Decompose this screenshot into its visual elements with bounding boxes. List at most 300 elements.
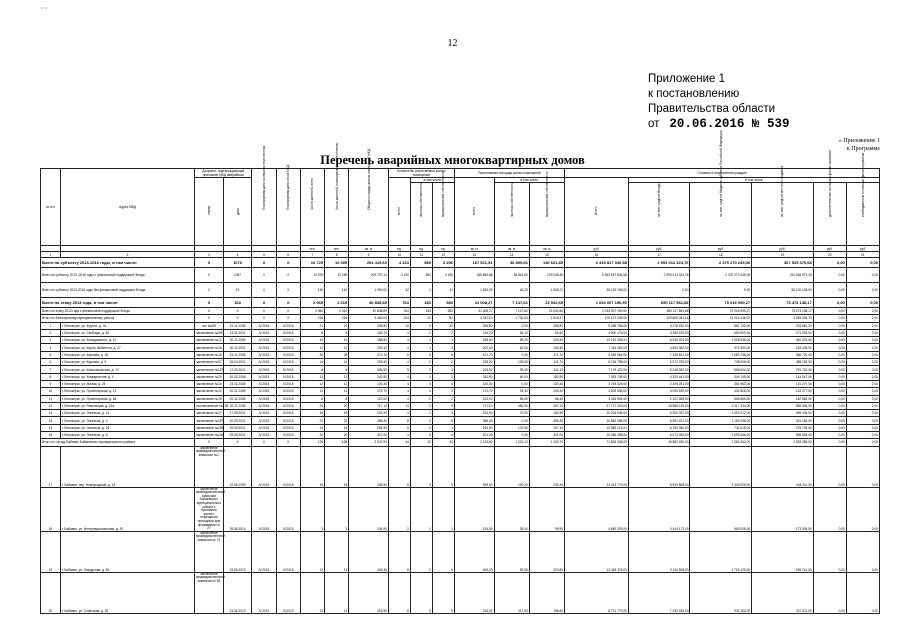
table-cell: 35,00 bbox=[494, 487, 529, 531]
header-people-count: Число жителей, всего bbox=[300, 169, 324, 246]
table-cell: 556 506,00 bbox=[752, 402, 814, 409]
table-cell: заключение №157 bbox=[196, 367, 224, 372]
table-cell: 18 588 129,00 bbox=[628, 402, 690, 409]
appendix-date: 20.06.2016 № 539 bbox=[669, 117, 790, 131]
table-cell: 717,10 bbox=[454, 402, 494, 409]
table-cell: 122,00 bbox=[454, 395, 494, 402]
table-cell: Итого по городу Бабаево Бабаевского муниципального района bbox=[41, 439, 195, 446]
table-cell: 1 bbox=[410, 337, 432, 344]
table-cell: 104 bbox=[388, 315, 410, 322]
table-cell: 10 389 215,00 bbox=[565, 424, 629, 431]
table-row bbox=[41, 344, 880, 351]
table-cell: 381 963,00 bbox=[690, 380, 752, 387]
table-cell: 2 947,90 bbox=[349, 439, 389, 446]
column-number-cell: 18 bbox=[690, 252, 752, 258]
table-cell: 36 844,50 bbox=[494, 268, 529, 283]
table-cell: 34 bbox=[432, 439, 454, 446]
table-cell: 19 bbox=[300, 410, 324, 417]
table-cell: 1 bbox=[432, 487, 454, 531]
table-cell: 3 483 034,73 bbox=[752, 315, 814, 322]
table-row bbox=[41, 337, 880, 344]
table-cell: X bbox=[195, 308, 224, 315]
table-cell: г. Белозерск, ул. Карла Либкнехта, д. 27 bbox=[60, 344, 194, 351]
table-cell: 73 473 138,17 bbox=[752, 298, 814, 308]
table-cell: 0,00 bbox=[846, 424, 879, 431]
table-cell: 9 bbox=[432, 402, 454, 409]
table-cell: 8 bbox=[325, 395, 349, 402]
column-number-cell: 10 bbox=[388, 252, 410, 258]
table-cell: 8 bbox=[388, 446, 410, 487]
table-cell: 167 521,51 bbox=[454, 258, 494, 268]
table-cell: 7 053 708,00 bbox=[565, 373, 629, 380]
table-cell: постановление №128 bbox=[196, 404, 229, 408]
table-cell: 0,00 bbox=[813, 439, 846, 446]
table-cell: 932 153,00 bbox=[690, 572, 752, 613]
table-cell: 440 076,00 bbox=[752, 337, 814, 344]
table-cell: г. Белозерск, ул. Комсомольская, д. 17 bbox=[60, 366, 194, 373]
table-cell: 188,60 bbox=[454, 337, 494, 344]
table-cell: 2 bbox=[410, 366, 432, 373]
table-cell: X bbox=[252, 283, 276, 298]
table-cell: заключение №12 bbox=[196, 338, 222, 343]
table-cell: Всего по этапу 2013 года с финансовой поддержкой Фонда bbox=[41, 308, 195, 315]
table-cell: 2 417 334,00 bbox=[690, 402, 752, 409]
table-cell: 14 bbox=[300, 424, 324, 431]
table-cell: IV.2015 bbox=[276, 417, 300, 424]
table-cell: заключение №146 bbox=[196, 433, 224, 438]
table-cell: 20 bbox=[325, 432, 349, 439]
table-cell: 2 133,80 bbox=[454, 439, 494, 446]
unit-cell: ед. bbox=[432, 246, 454, 252]
table-cell: 12 bbox=[41, 402, 61, 409]
table-cell: IV.2015 bbox=[252, 410, 276, 417]
table-cell: 5 bbox=[388, 366, 410, 373]
table-cell: 73 473 138,17 bbox=[752, 308, 814, 315]
table-cell: 165 890,88 bbox=[454, 268, 494, 283]
table-cell: 881 743,00 bbox=[690, 322, 752, 329]
table-cell: 0 bbox=[410, 432, 432, 439]
table-cell: 14 bbox=[325, 424, 349, 431]
table-cell: 0,00 bbox=[813, 388, 846, 395]
table-cell: 4 bbox=[388, 380, 410, 387]
table-cell: 764 bbox=[388, 308, 410, 315]
table-cell: 7 147,62 bbox=[494, 308, 529, 315]
table-cell: 1 bbox=[41, 322, 61, 329]
table-cell: 4 bbox=[388, 432, 410, 439]
table-cell: Всего по субъекту 2013-2016 годы, в том числе: bbox=[41, 258, 195, 268]
table-cell: г. Бабаево, ул. Интернациональная, д. 39 bbox=[60, 487, 194, 531]
table-cell: 70,00 bbox=[494, 410, 529, 417]
table-cell: 8 bbox=[388, 351, 410, 358]
table-cell: IV.2015 bbox=[252, 366, 276, 373]
table-cell: 0,00 bbox=[846, 283, 879, 298]
table-cell: 117,90 bbox=[494, 572, 529, 613]
table-cell: 6 439 817 940,58 bbox=[565, 258, 629, 268]
table-cell: 2 bbox=[410, 329, 432, 336]
table-cell: 55,60 bbox=[494, 395, 529, 402]
table-cell: 12 bbox=[300, 531, 324, 572]
header-row-1 bbox=[41, 169, 880, 178]
header-cost-region: за счет средств бюджета субъекта Российской Федерации bbox=[690, 183, 752, 246]
table-cell: 0 bbox=[410, 380, 432, 387]
table-cell: 20.11.2008 bbox=[223, 402, 252, 409]
table-cell: 8 bbox=[300, 366, 324, 373]
table-cell: 11 bbox=[300, 344, 324, 351]
table-cell: 10 860 086,00 bbox=[565, 417, 629, 424]
table-cell: IV.2015 bbox=[276, 410, 300, 417]
table-cell: 0,00 bbox=[690, 283, 752, 298]
table-cell: 3 bbox=[410, 446, 432, 487]
table-cell: 0,00 bbox=[813, 298, 846, 308]
unit-cell: руб. bbox=[628, 246, 690, 252]
table-cell: 120,30 bbox=[529, 380, 564, 387]
table-cell: 146 bbox=[300, 283, 324, 298]
table-cell: IV.2015 bbox=[252, 373, 276, 380]
table-cell: 183 bbox=[410, 298, 432, 308]
table-cell: 0,00 bbox=[846, 572, 879, 613]
table-cell: 22.05.2009 bbox=[223, 446, 252, 487]
table-cell: 144 047,00 bbox=[752, 373, 814, 380]
table-cell: 176 107 005,00 bbox=[565, 315, 629, 322]
table-cell: 2 bbox=[432, 329, 454, 336]
table-cell: 3 bbox=[410, 572, 432, 613]
table-cell: 70 016 090,27 bbox=[690, 308, 752, 315]
unit-cell: руб. bbox=[690, 246, 752, 252]
table-cell: 92,40 bbox=[494, 366, 529, 373]
table-cell: 12 bbox=[300, 380, 324, 387]
table-cell: 10 bbox=[432, 322, 454, 329]
table-cell: 120,30 bbox=[454, 380, 494, 387]
table-cell: 4 609 506,00 bbox=[565, 388, 629, 395]
table-cell: 267,10 bbox=[529, 402, 564, 409]
table-cell: г. Белозерск, ул. Коммунистов, д. 4 bbox=[60, 373, 194, 380]
table-cell: X bbox=[223, 439, 252, 446]
table-cell: 13 bbox=[41, 410, 61, 417]
table-cell: 0,00 bbox=[846, 322, 879, 329]
table-cell: 294,90 bbox=[349, 424, 389, 431]
table-cell: 8 bbox=[325, 329, 349, 336]
header-cost-total: Всего bbox=[565, 178, 629, 246]
table-cell: 122,00 bbox=[349, 395, 389, 402]
table-cell: 56 120 105,00 bbox=[752, 283, 814, 298]
table-cell: 100,20 bbox=[494, 446, 529, 487]
table-cell: 8 bbox=[41, 373, 61, 380]
table-cell: IV.2015 bbox=[276, 388, 300, 395]
table-cell: 2 205 251,00 bbox=[628, 380, 690, 387]
table-cell: 4 bbox=[388, 395, 410, 402]
table-cell: IV.2015 bbox=[252, 417, 276, 424]
table-cell: Всего по этапу 2013 года, в том числе: bbox=[41, 298, 195, 308]
table-cell: 143,30 bbox=[529, 388, 564, 395]
table-cell: 19 bbox=[41, 531, 61, 572]
table-cell: 20.09.2011 bbox=[223, 424, 252, 431]
table-cell: 137,80 bbox=[494, 424, 529, 431]
table-cell: 24.11.2008 bbox=[223, 351, 252, 358]
column-number-cell: 17 bbox=[628, 252, 690, 258]
table-cell: 3 bbox=[432, 388, 454, 395]
table-cell: 0,00 bbox=[846, 351, 879, 358]
table-cell: 16 bbox=[41, 432, 61, 439]
table-cell: 0,00 bbox=[813, 417, 846, 424]
table-cell: 0,00 bbox=[846, 446, 879, 487]
unit-cell: руб. bbox=[752, 246, 814, 252]
unit-cell: кв. м bbox=[529, 246, 564, 252]
table-cell: 56 120 105,00 bbox=[565, 283, 629, 298]
table-cell: 3 426 994,00 bbox=[565, 395, 629, 402]
table-cell: г. Белозерск, ул. Карпова, д. 18 bbox=[60, 351, 194, 358]
table-cell: 82,50 bbox=[494, 531, 529, 572]
table-cell: 4 320 441,00 bbox=[628, 373, 690, 380]
table-cell: 1 154 098,00 bbox=[690, 417, 752, 424]
table-cell: 46,29 bbox=[494, 283, 529, 298]
table-cell: 14 bbox=[41, 417, 61, 424]
table-cell: 10 bbox=[41, 388, 61, 395]
header-address: Адрес МКД bbox=[60, 169, 194, 246]
column-number-cell: 7 bbox=[300, 252, 324, 258]
table-cell: 327 011,00 bbox=[752, 572, 814, 613]
table-cell: 41 bbox=[432, 283, 454, 298]
table-cell: 276 742,00 bbox=[752, 366, 814, 373]
table-cell: 3 005 529,00 bbox=[628, 388, 690, 395]
table-cell: 650 117 561,68 bbox=[628, 308, 690, 315]
table-cell: 19 bbox=[223, 283, 252, 298]
table-cell: 183 bbox=[410, 308, 432, 315]
table-cell: 8 721 773,00 bbox=[565, 572, 629, 613]
table-cell: 1 109,70 bbox=[529, 439, 564, 446]
table-cell: IV.2015 bbox=[252, 359, 276, 366]
table-cell: IV.2015 bbox=[252, 337, 276, 344]
table-row bbox=[41, 572, 880, 613]
table-cell: IV.2015 bbox=[252, 344, 276, 351]
table-cell: 1 093 445,00 bbox=[690, 432, 752, 439]
table-cell: г. Белозерск, ул. Карпова, д. 9 bbox=[60, 359, 194, 366]
table-cell: г. Бабаево, пер. Новгородский, д. 14 bbox=[60, 446, 194, 487]
table-cell: 31 008,27 bbox=[454, 298, 494, 308]
table-cell: 371,70 bbox=[529, 351, 564, 358]
table-cell: 153 436,00 bbox=[752, 344, 814, 351]
corner-mark: ~~ bbox=[40, 6, 48, 12]
table-cell: 5 246 262,00 bbox=[628, 366, 690, 373]
table-cell: заключение межведомственной комиссии №1 bbox=[195, 446, 224, 487]
table-cell: 188,60 bbox=[349, 337, 389, 344]
unit-cell: чел. bbox=[325, 246, 349, 252]
table-row bbox=[41, 329, 880, 336]
table-cell: Всего по субъекту 2013-2016 годы без финансовой поддержки Фонда bbox=[41, 283, 195, 298]
table-cell: 0,00 bbox=[494, 432, 529, 439]
table-cell: 1 bbox=[410, 388, 432, 395]
table-cell: г. Белозерск, ул. Энгельса, д. 26 bbox=[60, 424, 194, 431]
table-cell: заключение №155 bbox=[196, 425, 224, 430]
appendix-ot: от bbox=[648, 118, 660, 130]
table-cell: 6 bbox=[41, 359, 61, 366]
table-cell: IV.2015 bbox=[276, 572, 300, 613]
table-cell: 20.03.2006 bbox=[223, 373, 252, 380]
table-cell: 6 091 421,00 bbox=[628, 417, 690, 424]
table-cell: 4 593 362,00 bbox=[628, 344, 690, 351]
table-cell: 450,00 bbox=[494, 402, 529, 409]
table-cell: X bbox=[195, 283, 224, 298]
table-cell: 10 210 306,00 bbox=[565, 337, 629, 344]
table-cell: 6 035 204,00 bbox=[628, 337, 690, 344]
table-cell: 5 bbox=[41, 351, 61, 358]
table-cell: 4 900 176,00 bbox=[565, 329, 629, 336]
table-cell: 242,90 bbox=[454, 373, 494, 380]
table-cell: 0,00 bbox=[813, 329, 846, 336]
table-cell: 11 014 246,02 bbox=[690, 315, 752, 322]
table-cell: 0,00 bbox=[813, 424, 846, 431]
table-cell: 42 bbox=[388, 283, 410, 298]
table-cell: 7 bbox=[41, 366, 61, 373]
table-row bbox=[41, 298, 880, 308]
table-cell: 0,00 bbox=[813, 572, 846, 613]
table-cell: 1076 bbox=[223, 258, 252, 268]
table-cell: заключение №20 bbox=[196, 374, 222, 379]
table-cell: 271 093,00 bbox=[752, 329, 814, 336]
table-cell: IV.2015 bbox=[276, 351, 300, 358]
table-cell: 13 bbox=[325, 373, 349, 380]
table-cell: 1 630,50 bbox=[454, 283, 494, 298]
table-cell: X bbox=[276, 439, 300, 446]
table-cell: 2 010 bbox=[325, 308, 349, 315]
table-row bbox=[41, 380, 880, 387]
table-cell: 31 008,27 bbox=[454, 308, 494, 315]
column-number-cell: 20 bbox=[813, 252, 846, 258]
table-cell: 0,00 bbox=[846, 308, 879, 315]
table-cell: 323,80 bbox=[529, 531, 564, 572]
table-cell: 0,00 bbox=[813, 402, 846, 409]
table-cell: IV.2015 bbox=[276, 531, 300, 572]
table-cell: заключение №157 bbox=[196, 418, 224, 423]
table-cell: 3 bbox=[432, 337, 454, 344]
table-cell: заключение №16 bbox=[196, 345, 222, 350]
table-cell: 2 379 270 245,06 bbox=[690, 258, 752, 268]
table-row bbox=[41, 366, 880, 373]
table-cell: IV.2015 bbox=[276, 402, 300, 409]
table-row bbox=[41, 402, 880, 409]
table-cell: 60,00 bbox=[494, 373, 529, 380]
program-note-line-1: « Приложение 1 bbox=[838, 138, 880, 144]
table-cell: 8 839 808,00 bbox=[628, 446, 690, 487]
table-cell: 4 bbox=[41, 344, 61, 351]
table-cell: 2 bbox=[410, 402, 432, 409]
table-cell: 64,10 bbox=[494, 329, 529, 336]
header-rooms-group: Количество расселяемых жилых помещений bbox=[388, 169, 454, 178]
table-cell: 140 bbox=[325, 283, 349, 298]
table-cell: 3 bbox=[300, 487, 324, 531]
table-cell: 20.11.2008 bbox=[223, 388, 252, 395]
table-cell: 0,00 bbox=[846, 487, 879, 531]
table-cell: 203 797,13 bbox=[349, 268, 389, 283]
table-cell: IV.2015 bbox=[252, 572, 276, 613]
table-cell: 40 838,89 bbox=[349, 308, 389, 315]
table-cell: г. Белозерск, ул. Пролетарская, д. 64 bbox=[60, 395, 194, 402]
table-cell: 1 092 212,00 bbox=[690, 410, 752, 417]
table-cell: 1 bbox=[410, 283, 432, 298]
table-cell: 3 196 bbox=[432, 268, 454, 283]
table-cell: 9 268 756,00 bbox=[565, 322, 629, 329]
table-cell: 3 769 329,00 bbox=[565, 380, 629, 387]
appendix-line-3: Правительства области bbox=[648, 103, 776, 115]
table-cell: IV.2015 bbox=[276, 380, 300, 387]
table-cell: 8 bbox=[300, 395, 324, 402]
table-cell: 0,00 bbox=[813, 344, 846, 351]
table-cell: X bbox=[276, 283, 300, 298]
appendix-line-2: к постановлению bbox=[648, 88, 740, 100]
header-area-total: Общая площадь жилых помещений МКД bbox=[349, 169, 389, 246]
table-cell: 173 094,00 bbox=[752, 487, 814, 531]
table-cell: IV.2015 bbox=[252, 446, 276, 487]
table-cell: 15 bbox=[325, 446, 349, 487]
table-cell: 0,00 bbox=[813, 315, 846, 322]
table-cell: 5 bbox=[388, 424, 410, 431]
table-cell: г. Белозерск, ул. Володарского, д. 11 bbox=[60, 337, 194, 344]
table-cell: 129,40 bbox=[529, 337, 564, 344]
table-cell: г. Бабаево, ул. Советская, д. 35 bbox=[60, 572, 194, 613]
table-cell: 0,00 bbox=[846, 439, 879, 446]
table-cell: IV.2015 bbox=[252, 424, 276, 431]
table-cell: 10 bbox=[325, 337, 349, 344]
table-cell: г. Белозерск, ул. Энгельса, д. 4 bbox=[60, 417, 194, 424]
table-row bbox=[41, 351, 880, 358]
column-number-cell: 13 bbox=[454, 252, 494, 258]
table-cell: 1 bbox=[410, 344, 432, 351]
table-cell: 21 bbox=[325, 322, 349, 329]
table-cell: 2 993 014 324,76 bbox=[628, 268, 690, 283]
table-cell: 0,00 bbox=[494, 380, 529, 387]
table-cell: 3 bbox=[432, 424, 454, 431]
table-cell: г. Белозерск, ул. Пролетарская, д. 12 bbox=[60, 388, 194, 395]
table-cell: 28 bbox=[325, 351, 349, 358]
table-cell: г. Белозерск, ул. Революции, д. 19а bbox=[60, 402, 194, 409]
table-cell: X bbox=[252, 298, 276, 308]
program-note bbox=[790, 137, 880, 153]
table-cell: 316,50 bbox=[454, 572, 494, 613]
table-cell: 764 bbox=[388, 298, 410, 308]
table-cell: 371,70 bbox=[349, 351, 389, 358]
table-row bbox=[41, 410, 880, 417]
table-cell: 0,00 bbox=[846, 395, 879, 402]
table-cell: 0,00 bbox=[846, 344, 879, 351]
table-cell: 2 065 bbox=[300, 298, 324, 308]
header-area-private: частная собственность bbox=[494, 183, 529, 246]
table-cell: IV.2015 bbox=[252, 395, 276, 402]
table-cell: 24.01.2011 bbox=[223, 329, 252, 336]
table-cell: 666 604,00 bbox=[690, 366, 752, 373]
table-cell: 15 bbox=[41, 424, 61, 431]
unit-cell: кв. м bbox=[349, 246, 389, 252]
table-cell: 17.05.2011 bbox=[223, 410, 252, 417]
table-cell: IV.2015 bbox=[276, 322, 300, 329]
table-cell: 1 034 007 190,90 bbox=[565, 308, 629, 315]
table-cell: 12 bbox=[325, 380, 349, 387]
table-cell: 0,00 bbox=[846, 359, 879, 366]
header-area-group: Расселяемая площадь жилых помещений bbox=[454, 169, 564, 178]
table-cell: IV.2015 bbox=[252, 322, 276, 329]
table-cell: 168 bbox=[325, 439, 349, 446]
table-cell: 7 084 263,00 bbox=[690, 439, 752, 446]
header-doc-number: номер bbox=[195, 178, 224, 246]
table-cell: 0,00 bbox=[813, 531, 846, 572]
table-cell: 0,00 bbox=[813, 410, 846, 417]
table-cell: заключение №17 bbox=[196, 411, 222, 416]
table-cell: 6 300 037,00 bbox=[628, 410, 690, 417]
table-cell: 3 265 193,00 bbox=[628, 329, 690, 336]
table-cell: 2 010 bbox=[325, 298, 349, 308]
table-cell: 172,70 bbox=[454, 388, 494, 395]
table-cell: 0,00 bbox=[813, 258, 846, 268]
table-cell: 20.11.2008 bbox=[223, 395, 252, 402]
table-cell: 401 150,00 bbox=[752, 417, 814, 424]
